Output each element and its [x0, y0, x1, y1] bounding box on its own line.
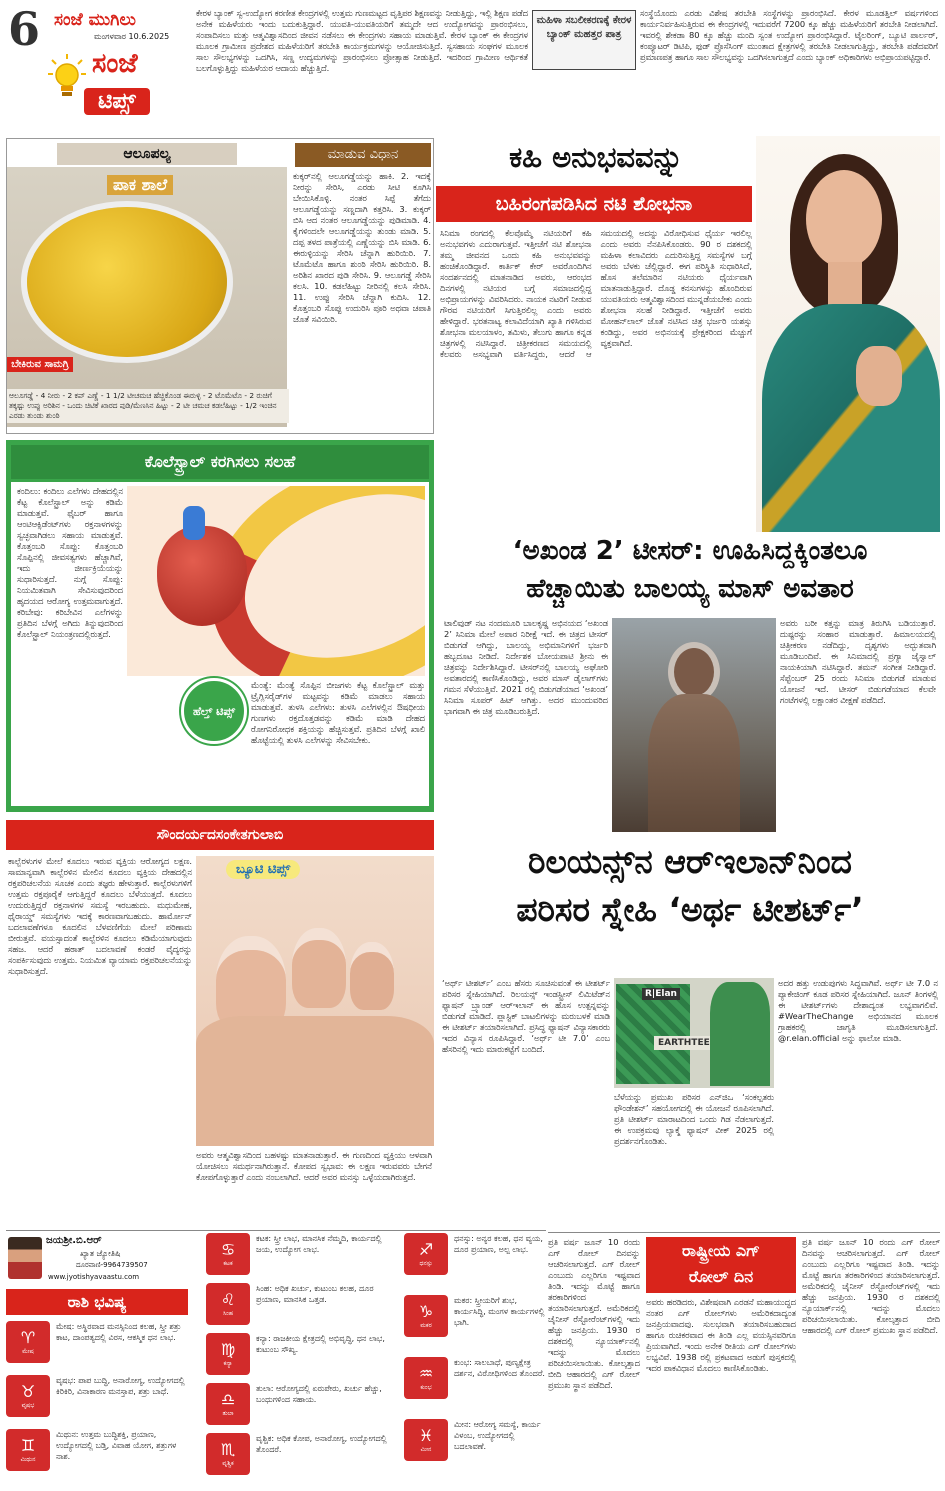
beauty-left-text: ಕಾಲ್ಬೆರಳುಗಳ ಮೇಲೆ ಕೂದಲು ಇರುವ ವ್ಯಕ್ತಿಯ ಆರೋಗ್ಯದ ಲಕ್ಷಣ. ಸಾಮಾನ್ಯವಾಗಿ ಕಾಲ್ಬೆರಳಿನ ಮೇಲಿನ ಕೂದಲು ವ್ಯಕ್ತಿಯ ದೇಹದಲ್ಲಿನ ರಕ್ತಪರಿಚಲನೆಯ ಸೂಚಕ ಎಂದು ತಜ್ಞರು ಹೇಳುತ್ತಾರೆ. ಕಾಲ್ಬೆರಳುಗಳಿಗೆ ಉತ್ತಮ ರಕ್ತಪೂರೈಕೆ ಆಗುತ್ತಿದ್ದರೆ ಕೂದಲು ಬೆಳೆಯುತ್ತದೆ. ಕೂದಲು ಉದುರುತ್ತಿದ್ದರೆ ರಕ್ತನಾಳಗಳ ಸಮಸ್ಯೆ ಇರಬಹುದು. ಮಧುಮೇಹ, ಥೈರಾಯ್ಡ್ ಸಮಸ್ಯೆಗಳು ಇದಕ್ಕೆ ಕಾರಣವಾಗಬಹುದು. ಹಾರ್ಮೋನ್ ಬದಲಾವಣೆಗಳೂ ಕೂದಲಿನ ಬೆಳವಣಿಗೆಯ ಮೇಲೆ ಪರಿಣಾಮ ಬೀರುತ್ತವೆ. ವಯಸ್ಸಾದಂತೆ ಕಾಲ್ಬೆರಳಿನ ಕೂದಲು ಕಡಿಮೆಯಾಗುವುದು ಸಹಜ. ಆದರೆ ಹಠಾತ್ ಬದಲಾವಣೆ ಕಂಡರೆ ವೈದ್ಯರನ್ನು ಸಂಪರ್ಕಿಸುವುದು ಉತ್ತಮ. ನಿಯಮಿತ ವ್ಯಾಯಾಮ ರಕ್ತಪರಿಚಲನೆಯನ್ನು ಸುಧಾರಿಸುತ್ತದೆ. — [8, 856, 192, 976]
page-number: 6 — [8, 6, 41, 56]
zodiac-name: ಮಿಥುನ — [20, 1456, 36, 1463]
zodiac-sign-icon — [206, 1383, 250, 1425]
cholesterol-section — [6, 440, 434, 812]
egg-left-text: ಪ್ರತಿ ವರ್ಷ ಜೂನ್ 10 ರಂದು ಎಗ್ ರೋಲ್ ದಿನವನ್ನು ಆಚರಿಸಲಾಗುತ್ತದೆ. ಎಗ್ ರೋಲ್ ಎಂಬುದು ಎಲ್ಲರಿಗೂ ಇಷ್ಟವಾದ ತಿಂಡಿ. ಇದನ್ನು ಮೊಟ್ಟೆ ಹಾಗೂ ತರಕಾರಿಗಳಿಂದ ತಯಾರಿಸಲಾಗುತ್ತದೆ. ಅಮೆರಿಕದಲ್ಲಿ ಚೈನೀಸ್ ರೆಸ್ಟೋರೆಂಟ್‌ಗಳಲ್ಲಿ ಇದು ಹೆಚ್ಚು ಜನಪ್ರಿಯ. 1930 ರ ದಶಕದಲ್ಲಿ ನ್ಯೂಯಾರ್ಕ್‌ನಲ್ಲಿ ಇದನ್ನು ಮೊದಲು ಪರಿಚಯಿಸಲಾಯಿತು. ಕೋಲ್ಕತ್ತಾದ ಬೀದಿ ಆಹಾರದಲ್ಲಿ ಎಗ್ ರೋಲ್ ಪ್ರಮುಖ ಸ್ಥಾನ ಪಡೆದಿದೆ. — [548, 1237, 640, 1390]
recipe-section — [6, 138, 434, 434]
shobhana-photo — [756, 136, 940, 532]
egg-mid-text: ಅವರು ಹರಡಿದರು, ವಿಶೇಷವಾಗಿ ಎರಡನೆ ಮಹಾಯುದ್ಧದ ನಂತರ ಎಗ್ ರೋಲ್‌ಗಳು ಅಮೆರಿಕದಾದ್ಯಂತ ಜನಪ್ರಿಯವಾದವು. ಸುಲಭವಾಗಿ ತಯಾರಿಸಬಹುದಾದ ಹಾಗೂ ರುಚಿಕರವಾದ ಈ ತಿಂಡಿ ಎಲ್ಲ ವಯಸ್ಸಿನವರಿಗೂ ಪ್ರಿಯವಾಗಿದೆ. ಇಂದು ಅನೇಕ ರೀತಿಯ ಎಗ್ ರೋಲ್‌ಗಳು ಲಭ್ಯವಿವೆ. 1938 ರಲ್ಲಿ ಪ್ರಕಟವಾದ ಅಡುಗೆ ಪುಸ್ತಕದಲ್ಲಿ ಇದರ ಪಾಕವಿಧಾನ ಮೊದಲು ಕಾಣಿಸಿಕೊಂಡಿತು. — [646, 1297, 796, 1373]
zodiac-name: ಸಿಂಹ — [222, 1310, 233, 1317]
zodiac-row-4 — [206, 1233, 396, 1275]
zodiac-text: ಧನಸ್ಸು: ಅನ್ಯರ ಕಲಹ, ಧನ ವ್ಯಯ, ದೂರ ಪ್ರಯಾಣ, ಅಲ್ಪ ಲಾಭ. — [454, 1234, 543, 1254]
zodiac-name: ವೃಶ್ಚಿಕ — [222, 1460, 234, 1467]
figure-head — [674, 648, 714, 696]
zodiac-sign-icon — [206, 1333, 250, 1375]
zodiac-row-5 — [206, 1283, 396, 1325]
health-tips-badge: ಹೆಲ್ತ್ ಟಿಪ್ಸ್ — [181, 678, 247, 744]
zodiac-row-1 — [6, 1321, 188, 1363]
beauty-section — [6, 820, 434, 1224]
toe-2 — [292, 928, 346, 1008]
zodiac-row-3 — [6, 1429, 188, 1471]
zodiac-text: ವೃಷಭ: ಪಾಪ ಬುದ್ಧಿ, ಅನಾರೋಗ್ಯ, ಉದ್ಯೋಗದಲ್ಲಿ ಕಿರಿಕಿರಿ, ವಿನಾಕಾರಣ ಮನಸ್ತಾಪ, ಶತ್ರು ಬಾಧೆ. — [56, 1376, 185, 1396]
ingredients-title: ಬೇಕಿರುವ ಸಾಮಗ್ರಿ — [7, 357, 73, 372]
reliance-title-2: ಪರಿಸರ ಸ್ನೇಹಿ ‘ಅರ್ಥ ಟೀಶರ್ಟ್’ — [516, 890, 864, 929]
zodiac-glyph: ♎ — [220, 1390, 236, 1409]
zodiac-name: ತುಲಾ — [222, 1410, 234, 1417]
zodiac-row-8 — [206, 1433, 396, 1475]
toe-3 — [350, 942, 394, 1010]
egg-title-box: ರಾಷ್ಟ್ರೀಯ ಎಗ್ ರೋಲ್ ದಿನ — [646, 1237, 796, 1293]
astrologer-phone: ದೂರವಾಣಿ-9964739507 — [76, 1261, 148, 1269]
zodiac-name: ಮಕರ — [420, 1322, 432, 1329]
tshirt-image — [614, 978, 774, 1088]
akhanda-right-text: ಅವರು ಬರೀ ಕತ್ತನ್ನು ಮಾತ್ರ ತಿರುಗಿಸಿ ಬಡಿಯುತ್ತಾರೆ. ದುಷ್ಟರನ್ನು ಸಂಹಾರ ಮಾಡುತ್ತಾರೆ. ಹಿಮಾಲಯದಲ್ಲಿ ಚಿತ್ರೀಕರಣ ನಡೆದಿದ್ದು, ದೃಶ್ಯಗಳು ಅದ್ಭುತವಾಗಿ ಮೂಡಿಬಂದಿವೆ. ಈ ಸಿನಿಮಾದಲ್ಲಿ ಪ್ರಗ್ಯಾ ಜೈಸ್ವಾಲ್ ನಾಯಕಿಯಾಗಿ ನಟಿಸಿದ್ದಾರೆ. ತಮನ್ ಸಂಗೀತ ನೀಡಿದ್ದಾರೆ. ಸೆಪ್ಟೆಂಬರ್ 25 ರಂದು ಸಿನಿಮಾ ಬಿಡುಗಡೆ ಮಾಡುವ ಯೋಜನೆ ಇದೆ. ಟೀಸರ್ ಬಿಡುಗಡೆಯಾದ ಕೆಲವೇ ಗಂಟೆಗಳಲ್ಲಿ ಲಕ್ಷಾಂತರ ವೀಕ್ಷಣೆ ಪಡೆದಿದೆ. — [780, 618, 936, 705]
model-shape — [710, 982, 770, 1086]
ingredients-text: ಆಲೂಗಡ್ಡೆ - 4 ನೀರು - 2 ಕಪ್ ಎಣ್ಣೆ - 1 1/2 ಟೀಚಮಚ ಹೆಚ್ಚಿಕೊಂಡ ಈರುಳ್ಳಿ - 2 ಟೊಮೆಟೊ - 2 ರುಚಿಗೆ ತಕ್ಕಷ್ಟು ಉಪ್ಪು ಅರಿಶಿನ - ಒಂದು ಚಿಟಿಕೆ ಖಾರದ ಪುಡಿ/ಮೆಣಸಿನ ಹಿಟ್ಟು - 2 ಟೀ ಚಮಚ ಕಡಲೆಹಿಟ್ಟು - 1/2 ಇಂಚಿನ ಎರಡು ತುಂಡು ಶುಂಠಿ — [7, 389, 289, 423]
saree-shape — [762, 304, 940, 532]
figure-body — [648, 694, 740, 832]
zodiac-name: ಕುಂಭ — [420, 1384, 432, 1391]
heart-artery-image — [127, 486, 425, 676]
zodiac-row-11 — [404, 1357, 546, 1399]
zodiac-row-10 — [404, 1295, 546, 1337]
zodiac-sign-icon — [404, 1295, 448, 1337]
zodiac-glyph: ♓ — [418, 1426, 434, 1445]
zodiac-text: ಮಿಥುನ: ಉತ್ತಮ ಬುದ್ಧಿಶಕ್ತಿ, ಪ್ರಯಾಣ, ಉದ್ಯೋಗದಲ್ಲಿ ಬಡ್ತಿ, ವಿವಾಹ ಯೋಗ, ಶತ್ರುಗಳ ನಾಶ. — [56, 1430, 177, 1461]
zodiac-text: ಸಿಂಹ: ಅಧಿಕ ಖರ್ಚು, ಕುಟುಂಬ ಕಲಹ, ದೂರ ಪ್ರಯಾಣ, ಮಾನಸಿಕ ಒತ್ತಡ. — [256, 1284, 374, 1304]
zodiac-row-2 — [6, 1375, 188, 1417]
zodiac-glyph: ♈ — [20, 1328, 36, 1347]
beauty-bottom-text: ಅವರು ಆತ್ಮವಿಶ್ವಾಸದಿಂದ ಬಹಳಷ್ಟು ಮಾತನಾಡುತ್ತಾರೆ. ಈ ಗುಣದಿಂದ ವ್ಯಕ್ತಿಯು ಆಳವಾಗಿ ಯೋಚಿಸಲು ಸಮರ್ಥನಾಗಿರುತ್ತಾನೆ. ಕೋಪದ ಸ್ವಭಾವ: ಈ ಲಕ್ಷಣ ಇರುವವರು ಬೇಗನೆ ಕೋಪಗೊಳ್ಳುತ್ತಾರೆ ಎಂದು ನಂಬಲಾಗಿದೆ. ಆದರೆ ಅವರ ಮನಸ್ಸು ಒಳ್ಳೆಯದಾಗಿರುತ್ತದೆ. — [196, 1150, 432, 1182]
zodiac-glyph: ♒ — [418, 1364, 434, 1383]
zodiac-row-6 — [206, 1333, 396, 1375]
zodiac-sign-icon — [206, 1433, 250, 1475]
women-article-col1: ಕೇರಳ ಬ್ಯಾಂಕ್ ಸ್ವ-ಉದ್ಯೋಗ ಕರಣೀತ ಕೇಂದ್ರಗಳಲ್ಲಿ ಉತ್ತಮ ಗುಣಮಟ್ಟದ ವೃತ್ತಿಪರ ಶಿಕ್ಷಣವನ್ನು ನೀಡುತ್ತಿದ್ದು, ಇಲ್ಲಿ ಶಿಕ್ಷಣ ಪಡೆದ ಅನೇಕ ಮಹಿಳೆಯರು ಇಂದು ಬದುಕುತ್ತಿದ್ದಾರೆ. ಯುವತಿ-ಯುವತಿಯರಿಗೆ ತಮ್ಮದೇ ಆದ ಉದ್ಯೋಗವನ್ನು ಪ್ರಾರಂಭಿಸಲು, ಸಂಪಾದಿಸಲು ಮತ್ತು ಆತ್ಮವಿಶ್ವಾಸದಿಂದ ಜೀವನ ನಡೆಸಲು ಈ ಕೇಂದ್ರಗಳು ಸಹಾಯ ಮಾಡುತ್ತಿವೆ. ಕೇರಳ ಬ್ಯಾಂಕ್ ಈ ಕೇಂದ್ರಗಳ ಮೂಲಕ ಗ್ರಾಮೀಣ ಪ್ರದೇಶದ ಮಹಿಳೆಯರಿಗೆ ತರಬೇತಿ ಕಾರ್ಯಕ್ರಮಗಳನ್ನು ಆಯೋಜಿಸುತ್ತಿದೆ. ಸ್ವಸಹಾಯ ಸಂಘಗಳ ಮೂಲಕ ಸಾಲ ಸೌಲಭ್ಯಗಳನ್ನು ಒದಗಿಸಿ, ಸಣ್ಣ ಉದ್ಯಮಗಳನ್ನು ಪ್ರಾರಂಭಿಸಲು ಪ್ರೋತ್ಸಾಹ ನೀಡುತ್ತಿದೆ. ಇದರಿಂದ ಗ್ರಾಮೀಣ ಆರ್ಥಿಕತೆ ಬಲಗೊಳ್ಳುತ್ತಿದ್ದು ಮಹಿಳೆಯರ ಆದಾಯ ಹೆಚ್ಚುತ್ತಿದೆ. — [196, 8, 528, 73]
zodiac-glyph: ♐ — [418, 1240, 434, 1259]
reliance-article — [440, 842, 940, 1226]
zodiac-glyph: ♏ — [220, 1440, 236, 1459]
kitchen-label: ಪಾಕ ಶಾಲೆ — [107, 175, 173, 195]
egg-roll-article — [548, 1232, 940, 1486]
cholesterol-left-text: ಕಂದಿಲು: ಕಂದಿಲು ಎಲೆಗಳು ದೇಹದಲ್ಲಿನ ಕೆಟ್ಟ ಕೊಲೆಸ್ಟ್ರಾಲ್ ಅನ್ನು ಕಡಿಮೆ ಮಾಡುತ್ತವೆ. ಫೈಬರ್ ಹಾಗೂ ಆಂಟಿಆಕ್ಸಿಡೆಂಟ್‌ಗಳು ರಕ್ತನಾಳಗಳನ್ನು ಸ್ವಚ್ಛವಾಗಿಡಲು ಸಹಾಯ ಮಾಡುತ್ತವೆ. ಕೊತ್ತಂಬರಿ ಸೊಪ್ಪು: ಕೊತ್ತಂಬರಿ ಸೊಪ್ಪಿನಲ್ಲಿ ಜೀವಸತ್ವಗಳು ಹೆಚ್ಚಾಗಿವೆ, ಇದು ಜೀರ್ಣಕ್ರಿಯೆಯನ್ನು ಸುಧಾರಿಸುತ್ತದೆ. ನುಗ್ಗೆ ಸೊಪ್ಪು: ನಿಯಮಿತವಾಗಿ ಸೇವಿಸುವುದರಿಂದ ಹೃದಯದ ಆರೋಗ್ಯ ಉತ್ತಮವಾಗುತ್ತದೆ. ಕರಿಬೇವು: ಕರಿಬೇವಿನ ಎಲೆಗಳನ್ನು ಪ್ರತಿದಿನ ಬೆಳಗ್ಗೆ ಅಗಿದು ತಿನ್ನುವುದರಿಂದ ಕೊಲೆಸ್ಟ್ರಾಲ್ ನಿಯಂತ್ರಣದಲ್ಲಿರುತ್ತದೆ. — [17, 486, 123, 639]
zodiac-text: ವೃಶ್ಚಿಕ: ಅಧಿಕ ಕೋಪ, ಅನಾರೋಗ್ಯ, ಉದ್ಯೋಗದಲ್ಲಿ ತೊಂದರೆ. — [256, 1434, 387, 1454]
recipe-image — [7, 167, 287, 427]
akhanda-title-1: ‘ಅಖಂಡ 2’ ಟೀಸರ್: ಊಹಿಸಿದ್ದಕ್ಕಿಂತಲೂ — [512, 536, 868, 566]
zodiac-glyph: ♉ — [20, 1382, 36, 1401]
issue-date: ಮಂಗಳವಾರ 10.6.2025 — [94, 32, 170, 41]
zodiac-name: ಧನಸ್ಸು — [419, 1260, 433, 1267]
masthead — [8, 6, 188, 130]
foot-shape — [196, 1016, 434, 1146]
astrologer-avatar — [8, 1237, 42, 1279]
zodiac-text: ಕುಂಭ: ಸಾಲಬಾಧೆ, ಪುಣ್ಯಕ್ಷೇತ್ರ ದರ್ಶನ, ವಿರೋಧಿಗಳಿಂದ ತೊಂದರೆ. — [454, 1358, 545, 1378]
reliance-right-text: ಅದರ ಹತ್ತು ಉಡುಪುಗಳು ಸಿದ್ಧವಾಗಿವೆ. ಅರ್ಥ್ ಟೀ 7.0 ನ ಪ್ಯಾಕೇಜಿಂಗ್ ಕೂಡ ಪರಿಸರ ಸ್ನೇಹಿಯಾಗಿದೆ. ಜೂನ್ ತಿಂಗಳಲ್ಲಿ ಈ ಟೀಶರ್ಟ್‌ಗಳು ದೇಶಾದ್ಯಂತ ಲಭ್ಯವಾಗಲಿವೆ. #WearTheChange ಅಭಿಯಾನದ ಮೂಲಕ ಗ್ರಾಹಕರಲ್ಲಿ ಜಾಗೃತಿ ಮೂಡಿಸಲಾಗುತ್ತಿದೆ. @r.elan.official ಅನ್ನು ಫಾಲೋ ಮಾಡಿ. — [778, 978, 938, 1043]
egg-right-text: ಪ್ರತಿ ವರ್ಷ ಜೂನ್ 10 ರಂದು ಎಗ್ ರೋಲ್ ದಿನವನ್ನು ಆಚರಿಸಲಾಗುತ್ತದೆ. ಎಗ್ ರೋಲ್ ಎಂಬುದು ಎಲ್ಲರಿಗೂ ಇಷ್ಟವಾದ ತಿಂಡಿ. ಇದನ್ನು ಮೊಟ್ಟೆ ಹಾಗೂ ತರಕಾರಿಗಳಿಂದ ತಯಾರಿಸಲಾಗುತ್ತದೆ. ಅಮೆರಿಕದಲ್ಲಿ ಚೈನೀಸ್ ರೆಸ್ಟೋರೆಂಟ್‌ಗಳಲ್ಲಿ ಇದು ಹೆಚ್ಚು ಜನಪ್ರಿಯ. 1930 ರ ದಶಕದಲ್ಲಿ ನ್ಯೂಯಾರ್ಕ್‌ನಲ್ಲಿ ಇದನ್ನು ಮೊದಲು ಪರಿಚಯಿಸಲಾಯಿತು. ಕೋಲ್ಕತ್ತಾದ ಬೀದಿ ಆಹಾರದಲ್ಲಿ ಎಗ್ ರೋಲ್ ಪ್ರಮುಖ ಸ್ಥಾನ ಪಡೆದಿದೆ. — [802, 1237, 940, 1335]
akhanda-photo — [612, 618, 776, 832]
aorta-shape — [183, 506, 205, 540]
beauty-title: ಸೌಂದರ್ಯದಸಂಕೇತಗುಲಾಬಿ — [6, 820, 434, 850]
akhanda-title-2: ಹೆಚ್ಚಾಯಿತು ಬಾಲಯ್ಯ ಮಾಸ್ ಅವತಾರ — [526, 574, 854, 604]
zodiac-sign-icon — [404, 1233, 448, 1275]
zodiac-glyph: ♍ — [220, 1340, 236, 1359]
zodiac-text: ತುಲಾ: ಆರೋಗ್ಯದಲ್ಲಿ ಏರುಪೇರು, ಖರ್ಚು ಹೆಚ್ಚು, ಬಂಧುಗಳಿಂದ ಸಹಾಯ. — [256, 1384, 382, 1404]
shobhana-title-1: ಕಹಿ ಅನುಭವವನ್ನು — [509, 140, 683, 174]
earthtee-tag: EARTHTEE — [654, 1036, 714, 1050]
reliance-title-1: ರಿಲಯನ್ಸ್‌ನ ಆರ್‌ಇಲಾನ್‌ನಿಂದ — [528, 842, 852, 881]
reliance-mid-text: ಬೆಳೆಯನ್ನು ಪ್ರಮುಖ ಪರಿಸರ ಎನ್‌ಜಿಒ ‘ಸಂಕಲ್ಪತರು ಫೌಂಡೇಶನ್’ ಸಹಯೋಗದಲ್ಲಿ ಈ ಯೋಜನೆ ರೂಪಿಸಲಾಗಿದೆ. ಪ್ರತಿ ಟೀಶರ್ಟ್ ಮಾರಾಟದಿಂದ ಒಂದು ಗಿಡ ನೆಡಲಾಗುತ್ತದೆ. ಈ ಉಪಕ್ರಮವು ಲ್ಯಾಕ್ಮೆ ಫ್ಯಾಷನ್ ವೀಕ್ 2025 ರಲ್ಲಿ ಪ್ರದರ್ಶನಗೊಂಡಿತು. — [614, 1092, 774, 1146]
zodiac-glyph: ♌ — [220, 1290, 236, 1309]
cholesterol-bottom-text: ಮೆಂತ್ಯೆ: ಮೆಂತ್ಯೆ ಸೊಪ್ಪಿನ ಬೀಜಗಳು ಕೆಟ್ಟ ಕೊಲೆಸ್ಟ್ರಾಲ್ ಮತ್ತು ಟ್ರೈಗ್ಲಿಸರೈಡ್‌ಗಳ ಮಟ್ಟವನ್ನು ಕಡಿಮೆ ಮಾಡಲು ಸಹಾಯ ಮಾಡುತ್ತವೆ. ತುಳಸಿ ಎಲೆಗಳು: ತುಳಸಿ ಎಲೆಗಳಲ್ಲಿನ ಔಷಧೀಯ ಗುಣಗಳು ರಕ್ತದೊತ್ತಡವನ್ನು ಕಡಿಮೆ ಮಾಡಿ ದೇಹದ ರೋಗನಿರೋಧಕ ಶಕ್ತಿಯನ್ನು ಹೆಚ್ಚಿಸುತ್ತವೆ. ಪ್ರತಿದಿನ ಬೆಳಗ್ಗೆ ಖಾಲಿ ಹೊಟ್ಟೆಯಲ್ಲಿ ತುಳಸಿ ಎಲೆಗಳನ್ನು ಸೇವಿಸಬೇಕು. — [251, 680, 425, 745]
zodiac-glyph: ♑ — [418, 1302, 434, 1321]
zodiac-text: ಮೀನ: ಆರೋಗ್ಯ ಸಮಸ್ಯೆ, ಕಾರ್ಯ ವಿಳಂಬ, ಉದ್ಯೋಗದಲ್ಲಿ ಬದಲಾವಣೆ. — [454, 1420, 541, 1451]
beauty-tips-badge: ಬ್ಯೂಟಿ ಟಿಪ್ಸ್ — [226, 860, 300, 879]
zodiac-name: ಮೀನ — [420, 1446, 432, 1453]
reliance-left-text: ‘ಅರ್ಥ್ ಟೀಶರ್ಟ್’ ಎಂಬ ಹೆಸರು ಸೂಚಿಸುವಂತೆ ಈ ಟೀಶರ್ಟ್ ಪರಿಸರ ಸ್ನೇಹಿಯಾಗಿದೆ. ರಿಲಯನ್ಸ್ ಇಂಡಸ್ಟ್ರೀಸ್ ಲಿಮಿಟೆಡ್‌ನ ಫ್ಯಾಷನ್ ಬ್ರ್ಯಾಂಡ್ ಆರ್‌ಇಲಾನ್ ಈ ಹೊಸ ಉತ್ಪನ್ನವನ್ನು ಬಿಡುಗಡೆ ಮಾಡಿದೆ. ಪ್ಲಾಸ್ಟಿಕ್ ಬಾಟಲಿಗಳನ್ನು ಮರುಬಳಕೆ ಮಾಡಿ ಈ ಟೀಶರ್ಟ್ ತಯಾರಿಸಲಾಗಿದೆ. ಪ್ರಸಿದ್ಧ ಫ್ಯಾಷನ್ ವಿನ್ಯಾಸಕಾರರು ಇದರ ವಿನ್ಯಾಸ ರೂಪಿಸಿದ್ದಾರೆ. ‘ಅರ್ಥ್ ಟೀ 7.0’ ಎಂಬ ಹೆಸರಿನಲ್ಲಿ ಇದು ಮಾರುಕಟ್ಟೆಗೆ ಬಂದಿದೆ. — [442, 978, 610, 1054]
brand-bottom: ಟಿಪ್ಸ್ — [84, 88, 150, 115]
zodiac-sign-icon — [206, 1233, 250, 1275]
zodiac-glyph: ♋ — [220, 1240, 236, 1259]
recipe-title-tab: ಆಲೂಪಲ್ಯ — [57, 143, 237, 165]
aloo-dish-shape — [27, 207, 227, 357]
horoscope-title: ರಾಶಿ ಭವಿಷ್ಯ — [6, 1289, 188, 1315]
astrologer-role: ಖ್ಯಾತ ಜ್ಯೋತಿಷಿ — [80, 1249, 121, 1258]
horoscope-section — [6, 1230, 546, 1486]
zodiac-name: ಕನ್ಯಾ — [223, 1360, 233, 1367]
women-side-title: ಮಹಿಳಾ ಸಬಲೀಕರಣಕ್ಕೆ ಕೇರಳ ಬ್ಯಾಂಕ್ ಮಹತ್ತರ ಪಾತ್ರ — [532, 10, 636, 70]
zodiac-sign-icon — [404, 1419, 448, 1461]
zodiac-name: ಮೇಷ — [22, 1348, 34, 1355]
zodiac-sign-icon — [6, 1375, 50, 1417]
shobhana-title-2: ಬಹಿರಂಗಪಡಿಸಿದ ನಟಿ ಶೋಭನಾ — [436, 186, 752, 222]
zodiac-row-12 — [404, 1419, 546, 1461]
astrologer-site: www.jyotishyavaastu.com — [48, 1273, 140, 1281]
zodiac-sign-icon — [404, 1357, 448, 1399]
heart-shape — [157, 526, 247, 626]
hand-shape — [856, 346, 902, 406]
cholesterol-title: ಕೊಲೆಸ್ಟ್ರಾಲ್ ಕರಗಿಸಲು ಸಲಹೆ — [11, 445, 429, 479]
face-shape — [806, 170, 882, 268]
recipe-method: ಕುಕ್ಕರ್‌ನಲ್ಲಿ ಆಲೂಗಡ್ಡೆಯನ್ನು ಹಾಕಿ. 2. ಇದಕ್ಕೆ ನೀರನ್ನು ಸೇರಿಸಿ, ಎರಡು ಸೀಟಿ ಕೂಗಿಸಿ ಬೇಯಿಸಿಕೊಳ್ಳಿ. ನಂತರ ಸಿಪ್ಪೆ ತೆಗೆದು ಆಲೂಗಡ್ಡೆಯನ್ನು ಸಣ್ಣದಾಗಿ ಕತ್ತರಿಸಿ. 3. ಕುಕ್ಕರ್ ಬಿಸಿ ಆದ ನಂತರ ಆಲೂಗಡ್ಡೆಯನ್ನು ಪುಡಿಮಾಡಿ. 4. ಕೈಗಳಿಂದಲೇ ಆಲೂಗಡ್ಡೆಯನ್ನು ತುಂಡು ಮಾಡಿ. 5. ದಪ್ಪ ತಳದ ಪಾತ್ರೆಯಲ್ಲಿ ಎಣ್ಣೆಯನ್ನು ಬಿಸಿ ಮಾಡಿ. 6. ಈರುಳ್ಳಿಯನ್ನು ಸೇರಿಸಿ ಚೆನ್ನಾಗಿ ಹುರಿಯಿರಿ. 7. ಟೊಮೆಟೊ ಹಾಗೂ ಶುಂಠಿ ಸೇರಿಸಿ ಹುರಿಯಿರಿ. 8. ಅರಿಶಿನ ಖಾರದ ಪುಡಿ ಸೇರಿಸಿ. 9. ಆಲೂಗಡ್ಡೆ ಸೇರಿಸಿ ಕಲಸಿ. 10. ಕಡಲೆಹಿಟ್ಟು ನೀರಿನಲ್ಲಿ ಕಲಸಿ ಸೇರಿಸಿ. 11. ಉಪ್ಪು ಸೇರಿಸಿ ಚೆನ್ನಾಗಿ ಕುದಿಸಿ. 12. ಕೊತ್ತಂಬರಿ ಸೊಪ್ಪು ಉದುರಿಸಿ ಪೂರಿ ಅಥವಾ ಚಪಾತಿ ಜೊತೆ ಸವಿಯಿರಿ. — [293, 171, 431, 324]
astrologer-name: ಜಯಶ್ರೀ.ಬಿ.ಆರ್ — [46, 1235, 102, 1246]
women-article-col2: ಸಂಸ್ಥೆಯೊಂದು ಎರಡು ವಿಶೇಷ ತರಬೇತಿ ಸಂಸ್ಥೆಗಳನ್ನು ಪ್ರಾರಂಭಿಸಿದೆ. ಕೇರಳ ಮೂಡತ್ತಿಲ್ ವರ್ಷಗಳಿಂದ ಕಾರ್ಯನಿರ್ವಹಿಸುತ್ತಿರುವ ಈ ಕೇಂದ್ರಗಳಲ್ಲಿ ಇದುವರೆಗೆ 7200 ಕ್ಕೂ ಹೆಚ್ಚು ಮಹಿಳೆಯರಿಗೆ ತರಬೇತಿ ನೀಡಲಾಗಿದೆ. ಇವರಲ್ಲಿ ಶೇಕಡಾ 80 ಕ್ಕೂ ಹೆಚ್ಚು ಮಂದಿ ಸ್ವಂತ ಉದ್ಯೋಗ ಪ್ರಾರಂಭಿಸಿದ್ದಾರೆ. ಟೈಲರಿಂಗ್, ಬ್ಯೂಟಿ ಪಾರ್ಲರ್, ಕಂಪ್ಯೂಟರ್ ಡಿಟಿಪಿ, ಫುಡ್ ಪ್ರೊಸೆಸಿಂಗ್ ಮುಂತಾದ ಕ್ಷೇತ್ರಗಳಲ್ಲಿ ತರಬೇತಿ ನೀಡಲಾಗುತ್ತಿದ್ದು, ತರಬೇತಿ ಪಡೆದವರಿಗೆ ಪ್ರಮಾಣಪತ್ರ ಹಾಗೂ ಸಾಲ ಸೌಲಭ್ಯವನ್ನು ಒದಗಿಸಲಾಗುತ್ತದೆ ಎಂದು ಬ್ಯಾಂಕ್ ಅಧಿಕಾರಿಗಳು ಅಭಿಪ್ರಾಯಪಟ್ಟಿದ್ದಾರೆ. — [640, 8, 938, 62]
akhanda-left-text: ಟಾಲಿವುಡ್ ನಟ ನಂದಮೂರಿ ಬಾಲಕೃಷ್ಣ ಅಭಿನಯದ ‘ಅಖಂಡ 2’ ಸಿನಿಮಾ ಮೇಲೆ ಅಪಾರ ನಿರೀಕ್ಷೆ ಇದೆ. ಈ ಚಿತ್ರದ ಟೀಸರ್ ಬಿಡುಗಡೆ ಆಗಿದ್ದು, ಬಾಲಯ್ಯ ಅಭಿಮಾನಿಗಳಿಗೆ ಭರ್ಜರಿ ಹಬ್ಬದೂಟ ನೀಡಿದೆ. ನಿರ್ದೇಶಕ ಬೋಯಪಾಟಿ ಶ್ರೀನು ಈ ಚಿತ್ರವನ್ನು ನಿರ್ದೇಶಿಸಿದ್ದಾರೆ. ಟೀಸರ್‌ನಲ್ಲಿ ಬಾಲಯ್ಯ ಅಘೋರಿ ಅವತಾರದಲ್ಲಿ ಕಾಣಿಸಿಕೊಂಡಿದ್ದು, ಅವರ ಮಾಸ್ ಡೈಲಾಗ್‌ಗಳು ಗಮನ ಸೆಳೆಯುತ್ತಿವೆ. 2021 ರಲ್ಲಿ ಬಿಡುಗಡೆಯಾದ ‘ಅಖಂಡ’ ಸಿನಿಮಾ ಸೂಪರ್ ಹಿಟ್ ಆಗಿತ್ತು. ಅದರ ಮುಂದುವರಿದ ಭಾಗವಾಗಿ ಈ ಚಿತ್ರ ಮೂಡಿಬರುತ್ತಿದೆ. — [444, 618, 608, 716]
akhanda-article — [440, 536, 940, 836]
toe-image — [196, 856, 434, 1146]
brand-tag: R|Elan — [642, 988, 680, 1000]
zodiac-name: ವೃಷಭ — [21, 1402, 35, 1409]
shobhana-article — [436, 136, 940, 532]
zodiac-row-9 — [404, 1233, 546, 1275]
zodiac-sign-icon — [206, 1283, 250, 1325]
shobhana-body: ಸಿನಿಮಾ ರಂಗದಲ್ಲಿ ಕೆಲವೊಮ್ಮೆ ನಟಿಯರಿಗೆ ಕಹಿ ಅನುಭವಗಳು ಎದುರಾಗುತ್ತವೆ. ಇತ್ತೀಚೆಗೆ ನಟಿ ಶೋಭನಾ ತಮ್ಮ ಜೀವನದ ಒಂದು ಕಹಿ ಅನುಭವವನ್ನು ಹಂಚಿಕೊಂಡಿದ್ದಾರೆ. ಕಾರ್ತಿಕ್ ಕೇರ್ ಅವರೊಂದಿಗಿನ ಸಂದರ್ಶನದಲ್ಲಿ ಮಾತನಾಡಿದ ಅವರು, ಆರಂಭದ ದಿನಗಳಲ್ಲಿ ನಟಿಯರ ಬಗ್ಗೆ ಸಮಾಜದಲ್ಲಿದ್ದ ಅಭಿಪ್ರಾಯಗಳನ್ನು ವಿವರಿಸಿದರು. ನಾಯಕ ನಟರಿಗೆ ನೀಡುವ ಗೌರವ ನಟಿಯರಿಗೆ ಸಿಗುತ್ತಿರಲಿಲ್ಲ ಎಂದು ಅವರು ಹೇಳಿದ್ದಾರೆ. ಭರತನಾಟ್ಯ ಕಲಾವಿದೆಯಾಗಿ ಖ್ಯಾತಿ ಗಳಿಸಿರುವ ಶೋಭನಾ ಮಲಯಾಳಂ, ತಮಿಳು, ತೆಲುಗು ಹಾಗೂ ಕನ್ನಡ ಚಿತ್ರಗಳಲ್ಲಿ ನಟಿಸಿದ್ದಾರೆ. ಚಿತ್ರೀಕರಣದ ಸಮಯದಲ್ಲಿ ಕೆಲವರು ಅಸಭ್ಯವಾಗಿ ವರ್ತಿಸಿದ್ದರು, ಆದರೆ ಆ ಸಮಯದಲ್ಲಿ ಅದನ್ನು ವಿರೋಧಿಸುವ ಧೈರ್ಯ ಇರಲಿಲ್ಲ ಎಂದು ಅವರು ನೆನಪಿಸಿಕೊಂಡರು. 90 ರ ದಶಕದಲ್ಲಿ ಮಹಿಳಾ ಕಲಾವಿದರು ಎದುರಿಸುತ್ತಿದ್ದ ಸಮಸ್ಯೆಗಳ ಬಗ್ಗೆ ಅವರು ಬೆಳಕು ಚೆಲ್ಲಿದ್ದಾರೆ. ಈಗ ಪರಿಸ್ಥಿತಿ ಸುಧಾರಿಸಿದೆ, ಹೊಸ ತಲೆಮಾರಿನ ನಟಿಯರು ಧೈರ್ಯವಾಗಿ ಮಾತನಾಡುತ್ತಿದ್ದಾರೆ. ದೊಡ್ಡ ಕನಸುಗಳನ್ನು ಹೊಂದಿರುವ ಯುವತಿಯರು ಆತ್ಮವಿಶ್ವಾಸದಿಂದ ಮುನ್ನಡೆಯಬೇಕು ಎಂದು ಶೋಭನಾ ಸಲಹೆ ನೀಡಿದ್ದಾರೆ. ಇತ್ತೀಚೆಗೆ ಅವರು ಮೋಹನ್‌ಲಾಲ್ ಜೊತೆ ನಟಿಸಿದ ಚಿತ್ರ ಭರ್ಜರಿ ಯಶಸ್ಸು ಕಂಡಿದ್ದು, ಅವರ ಅಭಿನಯಕ್ಕೆ ಪ್ರೇಕ್ಷಕರಿಂದ ಮೆಚ್ಚುಗೆ ವ್ಯಕ್ತವಾಗಿದೆ. — [440, 228, 752, 359]
zodiac-row-7 — [206, 1383, 396, 1425]
zodiac-text: ಮಕರ: ಸ್ತ್ರೀಯರಿಗೆ ಶುಭ, ಕಾರ್ಯಸಿದ್ಧಿ, ಮಂಗಳ ಕಾರ್ಯಗಳಲ್ಲಿ ಭಾಗಿ. — [454, 1296, 545, 1327]
brand-top: ಸಂಜೆ — [92, 48, 138, 79]
zodiac-text: ಕಟಕ: ಸ್ತ್ರೀ ಲಾಭ, ಮಾನಸಿಕ ನೆಮ್ಮದಿ, ಕಾರ್ಯದಲ್ಲಿ ಜಯ, ಉದ್ಯೋಗ ಲಾಭ. — [256, 1234, 382, 1254]
zodiac-sign-icon — [6, 1321, 50, 1363]
recipe-method-tab: ಮಾಡುವ ವಿಧಾನ — [295, 143, 431, 167]
neck-shape — [828, 262, 862, 308]
zodiac-sign-icon — [6, 1429, 50, 1471]
paper-name: ಸಂಜೆ ಮುಗಿಲು — [54, 10, 136, 30]
zodiac-text: ಮೇಷ: ಅಸ್ಥಿರವಾದ ಮನಸ್ಸಿನಿಂದ ಕಲಹ, ಸ್ತ್ರೀ ಶತ್ರು ಕಾಟ, ದಾಂಪತ್ಯದಲ್ಲಿ ವಿರಸ, ಆಕಸ್ಮಿಕ ಧನ ಲಾಭ. — [56, 1322, 181, 1342]
zodiac-glyph: ♊ — [20, 1436, 36, 1455]
zodiac-text: ಕನ್ಯಾ: ರಾಜಕೀಯ ಕ್ಷೇತ್ರದಲ್ಲಿ ಅಭಿವೃದ್ಧಿ, ಧನ ಲಾಭ, ಕುಟುಂಬ ಸೌಖ್ಯ. — [256, 1334, 385, 1354]
zodiac-name: ಕಟಕ — [223, 1260, 233, 1267]
bulb-icon — [48, 54, 86, 98]
